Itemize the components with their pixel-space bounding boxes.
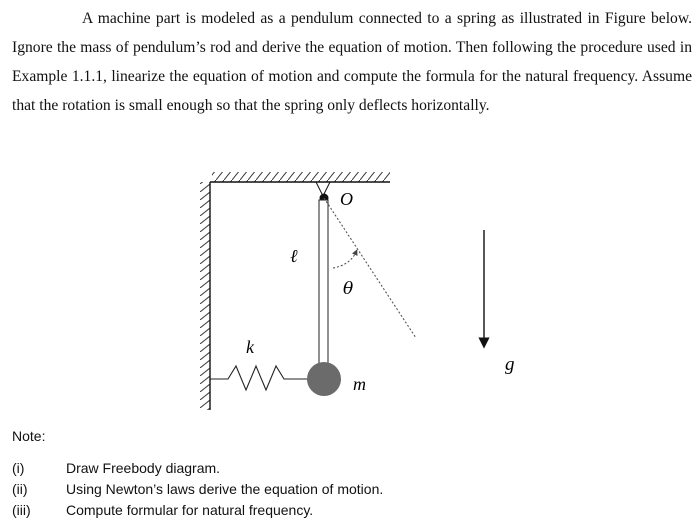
length-label: ℓ <box>290 246 298 267</box>
mass-label: m <box>353 374 366 394</box>
wall-hatching <box>200 182 210 410</box>
item-number: (i) <box>12 460 25 476</box>
problem-text: A machine part is modeled as a pendulum connected to a spring as illustrated in Figure below. Ignore the mass of pendulum’s rod and derive the equation of motion. Then following the procedure used in Example 1.1.1, linearize the equation of motion and compute the formula for the natural frequency. Assume that the rotation is small enough so that the spring only deflects horizontally. <box>12 10 692 114</box>
note-title: Note: <box>12 428 46 444</box>
angle-label: θ <box>343 279 354 299</box>
list-item <box>12 458 383 479</box>
item-number: (ii) <box>12 481 28 497</box>
displaced-rod-line <box>324 198 416 338</box>
gravity-label: g <box>505 354 515 375</box>
spring-constant-label: k <box>246 337 254 357</box>
item-text: Using Newton’s laws derive the equation of motion. <box>66 481 384 497</box>
pendulum-rod <box>319 200 328 366</box>
item-text: Draw Freebody diagram. <box>66 460 221 476</box>
item-number: (iii) <box>12 502 31 518</box>
pivot-label: O <box>340 189 353 209</box>
item-text: Compute formular for natural frequency. <box>66 502 314 518</box>
spring <box>210 366 307 390</box>
angle-arc <box>333 252 356 268</box>
pendulum-mass <box>307 362 341 396</box>
ceiling-hatching <box>212 172 390 182</box>
note-list <box>12 458 383 521</box>
list-item <box>12 479 383 500</box>
list-item <box>12 500 383 521</box>
